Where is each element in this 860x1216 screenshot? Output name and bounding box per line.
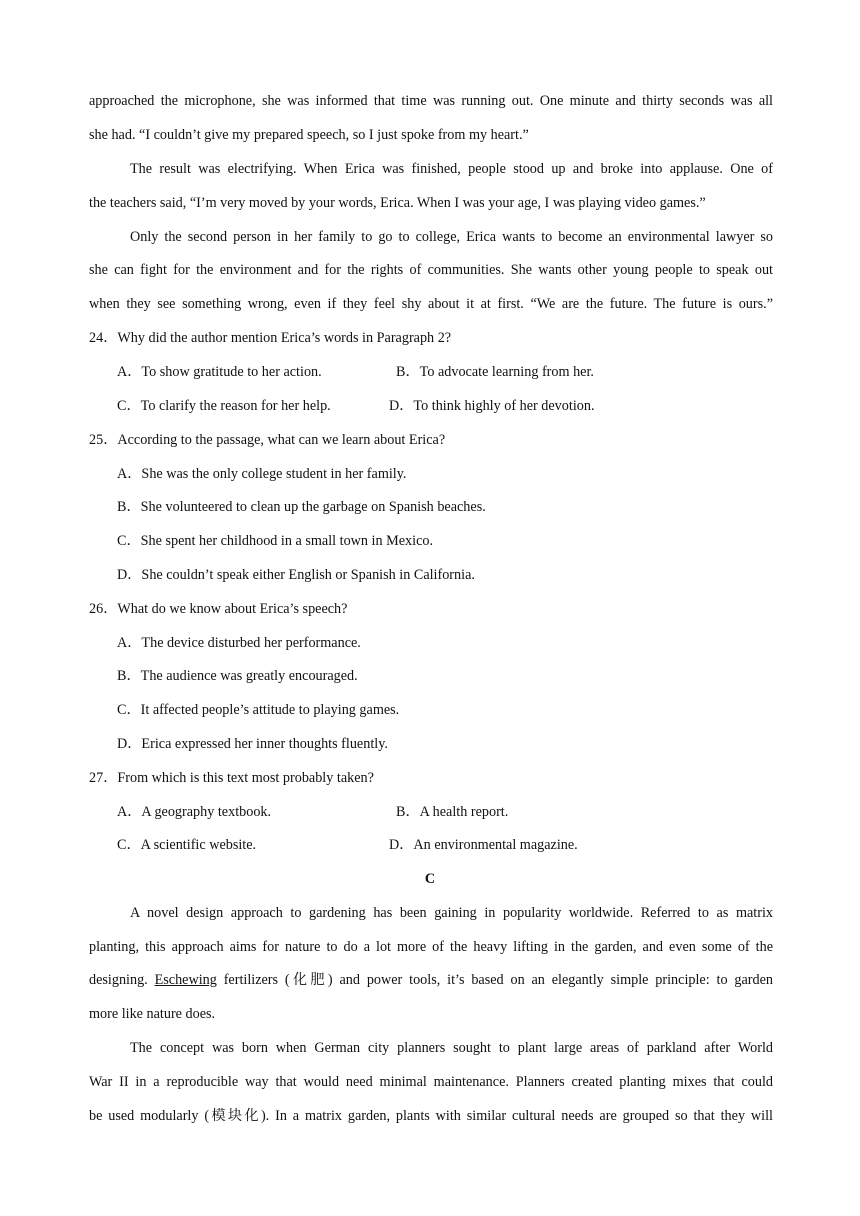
option-25-b[interactable]: B．She volunteered to clean up the garbage on Spanish beaches. — [117, 499, 486, 515]
option-24-c[interactable]: C．To clarify the reason for her help. — [117, 398, 331, 414]
option-26-b[interactable]: B．The audience was greatly encouraged. — [117, 668, 358, 684]
option-26-d[interactable]: D．Erica expressed her inner thoughts fluently. — [117, 736, 388, 752]
option-25-c[interactable]: C．She spent her childhood in a small town in Mexico. — [117, 533, 434, 549]
paragraph-line: more like nature does. — [89, 1006, 216, 1022]
paragraph-line: A novel design approach to gardening has been gaining in popularity worldwide. Referred to as matrix — [130, 905, 773, 921]
option-24-d[interactable]: D．To think highly of her devotion. — [389, 398, 595, 414]
option-27-b[interactable]: B．A health report. — [396, 804, 509, 820]
question-stem-27: 27．From which is this text most probably taken? — [89, 770, 374, 786]
text-run: designing. — [89, 972, 155, 988]
option-26-a[interactable]: A．The device disturbed her performance. — [117, 635, 361, 651]
paragraph-line: when they see something wrong, even if they feel shy about it at first. “We are the future. The future is ours.” — [89, 296, 773, 312]
paragraph-line: she can fight for the environment and for the rights of communities. She wants other young people to speak out — [89, 262, 773, 278]
option-27-c[interactable]: C．A scientific website. — [117, 837, 257, 853]
text-run: fertilizers (化肥) and power tools, it’s based on an elegantly simple principle: to garden — [216, 972, 773, 988]
option-24-a[interactable]: A．To show gratitude to her action. — [117, 364, 322, 380]
paragraph-line: planting, this approach aims for nature to do a lot more of the heavy lifting in the garden, and even some of the — [89, 939, 773, 955]
paragraph-line: approached the microphone, she was informed that time was running out. One minute and thirty seconds was all — [89, 93, 773, 109]
paragraph-line — [89, 970, 773, 990]
section-heading-c: C — [424, 871, 436, 887]
option-24-b[interactable]: B．To advocate learning from her. — [396, 364, 594, 380]
option-27-a[interactable]: A．A geography textbook. — [117, 804, 272, 820]
question-stem-26: 26．What do we know about Erica’s speech? — [89, 601, 348, 617]
paragraph-line: Only the second person in her family to go to college, Erica wants to become an environmental lawyer so — [130, 229, 773, 245]
paragraph-line: War II in a reproducible way that would need minimal maintenance. Planners created planting mixes that could — [89, 1074, 773, 1090]
paragraph-line: she had. “I couldn’t give my prepared speech, so I just spoke from my heart.” — [89, 127, 529, 143]
option-25-d[interactable]: D．She couldn’t speak either English or Spanish in California. — [117, 567, 475, 583]
question-stem-25: 25．According to the passage, what can we learn about Erica? — [89, 432, 446, 448]
option-27-d[interactable]: D．An environmental magazine. — [389, 837, 578, 853]
option-25-a[interactable]: A．She was the only college student in her family. — [117, 466, 407, 482]
paragraph-line: the teachers said, “I’m very moved by your words, Erica. When I was your age, I was playing video games.” — [89, 195, 706, 211]
paragraph-line: be used modularly (模块化). In a matrix garden, plants with similar cultural needs are grouped so that they will — [89, 1108, 773, 1124]
paragraph-line: The result was electrifying. When Erica was finished, people stood up and broke into applause. One of — [130, 161, 773, 177]
underlined-word: Eschewing — [154, 972, 217, 988]
question-stem-24: 24．Why did the author mention Erica’s words in Paragraph 2? — [89, 330, 452, 346]
paragraph-line: The concept was born when German city planners sought to plant large areas of parkland after World — [130, 1040, 773, 1056]
option-26-c[interactable]: C．It affected people’s attitude to playing games. — [117, 702, 400, 718]
